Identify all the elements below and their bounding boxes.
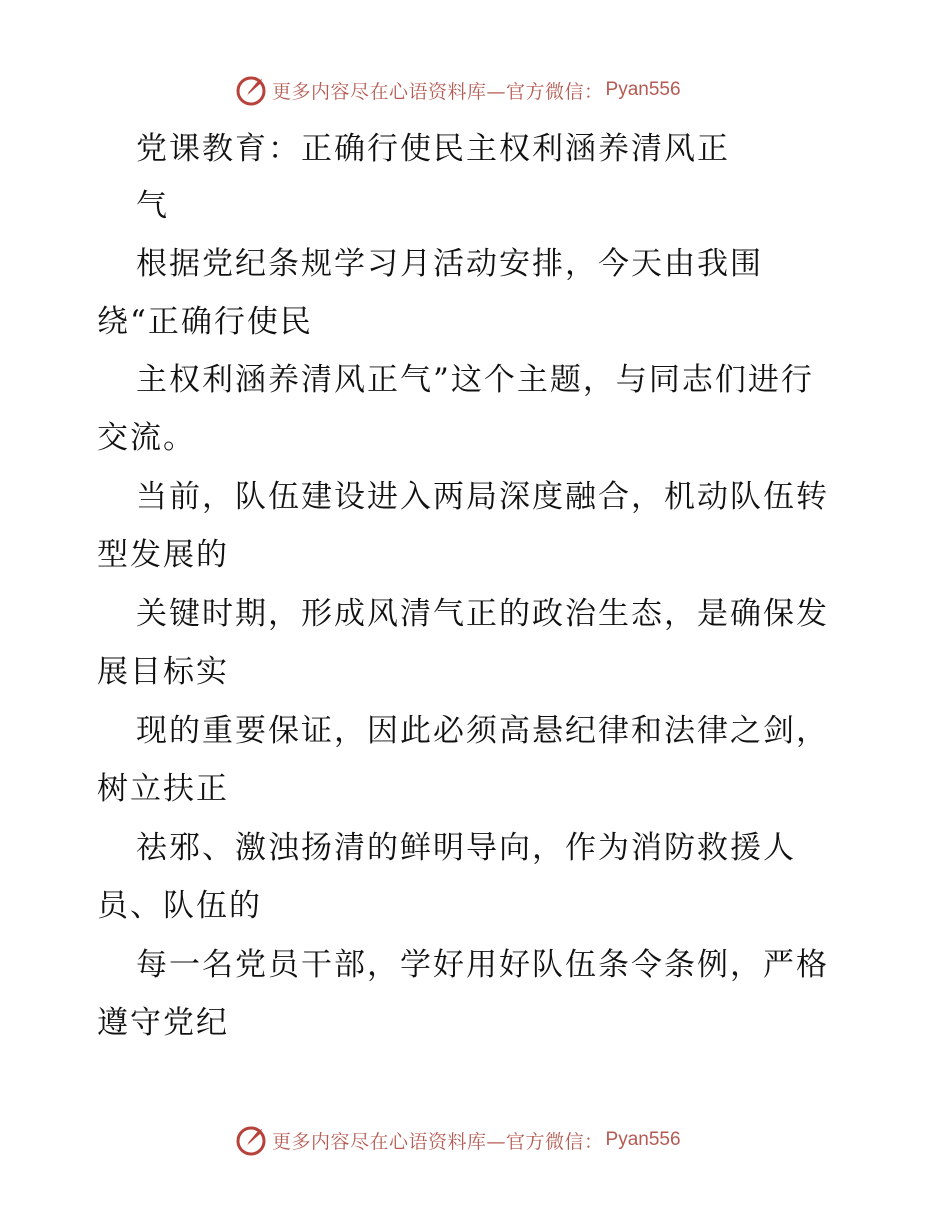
- footer-watermark: [234, 1123, 681, 1157]
- paragraph-line: 每一名党员干部，学好用好队伍条令条例，严格: [136, 947, 829, 983]
- title-line-2: 气: [136, 188, 169, 224]
- paragraph-line: 展目标实: [97, 654, 229, 690]
- paragraph-line: 当前，队伍建设进入两局深度融合，机动队伍转: [136, 479, 829, 515]
- quill-logo-icon: [234, 73, 268, 107]
- paragraph-line: 交流。: [97, 420, 196, 456]
- paragraph-line: 祛邪、激浊扬清的鲜明导向，作为消防救援人: [136, 830, 796, 866]
- quill-logo-icon: [234, 1123, 268, 1157]
- watermark-text: 更多内容尽在心语资料库—官方微信：: [272, 80, 604, 103]
- watermark-wechat-id: Pyan556: [605, 1129, 681, 1150]
- paragraph-line: 根据党纪条规学习月活动安排，今天由我围: [136, 246, 763, 282]
- paragraph-line: 树立扶正: [97, 771, 229, 807]
- watermark-text: 更多内容尽在心语资料库—官方微信：: [272, 1130, 604, 1153]
- paragraph-line: 现的重要保证，因此必须高悬纪律和法律之剑，: [136, 713, 829, 749]
- paragraph-line: 遵守党纪: [97, 1005, 229, 1041]
- paragraph-line: 员、队伍的: [97, 888, 262, 924]
- paragraph-line: 型发展的: [97, 537, 229, 573]
- header-watermark: [234, 73, 681, 107]
- paragraph-line: 主权利涵养清风正气”这个主题，与同志们进行: [136, 362, 814, 398]
- watermark-wechat-id: Pyan556: [605, 79, 681, 100]
- paragraph-line: 关键时期，形成风清气正的政治生态，是确保发: [136, 596, 829, 632]
- paragraph-line: 绕“正确行使民: [97, 304, 313, 340]
- title-line-1: 党课教育：正确行使民主权利涵养清风正: [136, 131, 730, 167]
